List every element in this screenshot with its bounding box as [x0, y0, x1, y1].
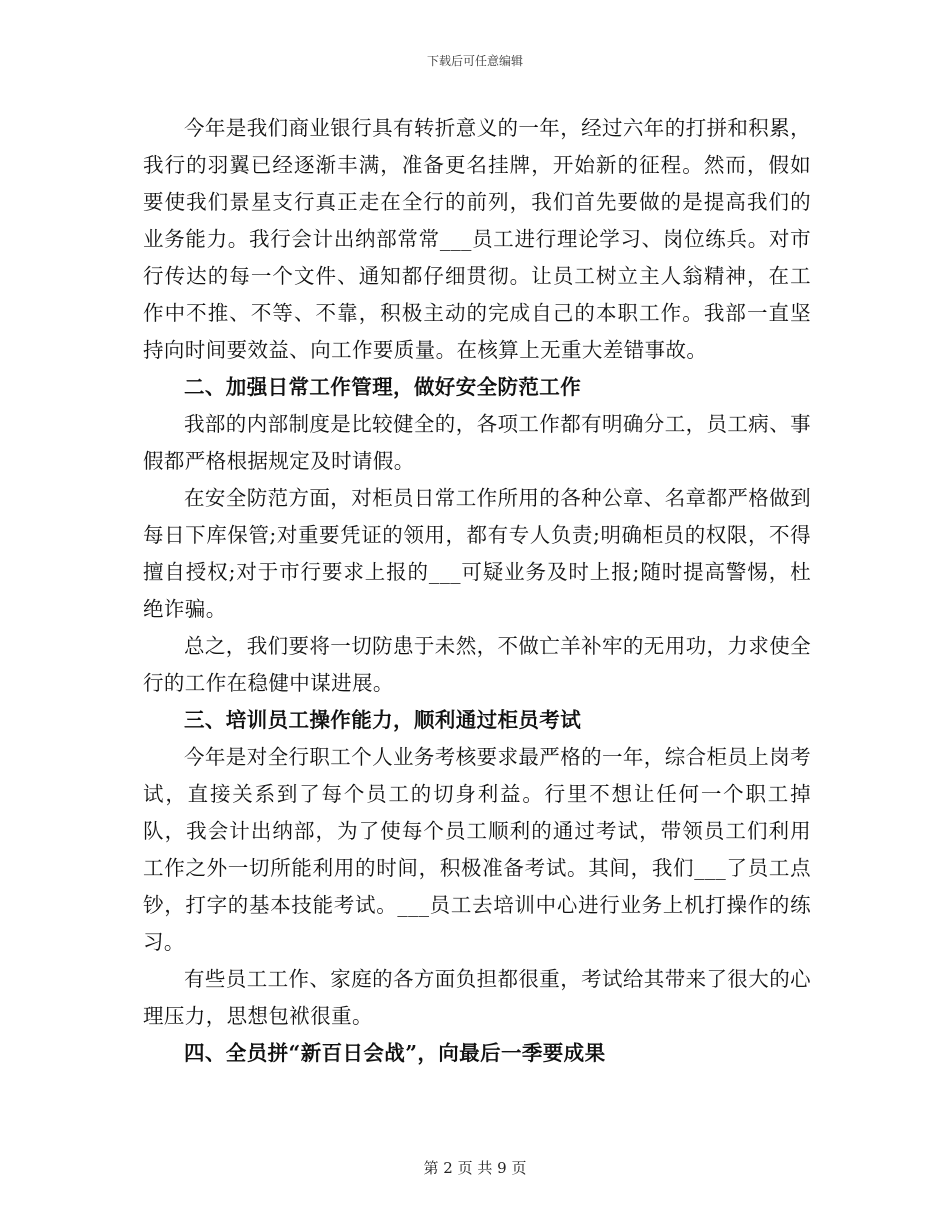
page-footer: 第 2 页 共 9 页	[423, 1159, 527, 1177]
section-heading-3: 三、培训员工操作能力，顺利通过柜员考试	[184, 708, 582, 732]
paragraph-training: 今年是对全行职工个人业务考核要求最严格的一年，综合柜员上岗考试，直接关系到了每个员工的切身利益。行里不想让任何一个职工掉队，我会计出纳部，为了使每个员工顺利的通过考试，带领员工们利用工作之外一切所能利用的时间，积极准备考试。其间，我们___了员工点钞，打字的基本技能考试。___员工去培训中心进行业务上机打操作的练习。	[143, 745, 811, 954]
document-body	[143, 110, 811, 1072]
paragraph-security: 在安全防范方面，对柜员日常工作所用的各种公章、名章都严格做到每日下库保管;对重要凭证的领用，都有专人负责;明确柜员的权限，不得擅自授权;对于市行要求上报的___可疑业务及时上报;随时提高警惕，杜绝诈骗。	[143, 486, 811, 621]
section-heading-4: 四、全员拼“新百日会战”，向最后一季要成果	[184, 1041, 606, 1065]
paragraph-pressure: 有些员工工作、家庭的各方面负担都很重，考试给其带来了很大的心理压力，思想包袱很重。	[143, 967, 811, 1028]
page-header: 下载后可任意编辑	[426, 54, 523, 68]
section-heading-2: 二、加强日常工作管理，做好安全防范工作	[184, 375, 582, 399]
paragraph-internal-rules: 我部的内部制度是比较健全的，各项工作都有明确分工，员工病、事假都严格根据规定及时请假。	[143, 412, 811, 473]
paragraph-intro: 今年是我们商业银行具有转折意义的一年，经过六年的打拼和积累，我行的羽翼已经逐渐丰满，准备更名挂牌，开始新的征程。然而，假如要使我们景星支行真正走在全行的前列，我们首先要做的是提高我们的业务能力。我行会计出纳部常常___员工进行理论学习、岗位练兵。对市行传达的每一个文件、通知都仔细贯彻。让员工树立主人翁精神，在工作中不推、不等、不靠，积极主动的完成自己的本职工作。我部一直坚持向时间要效益、向工作要质量。在核算上无重大差错事故。	[143, 116, 811, 362]
paragraph-summary: 总之，我们要将一切防患于未然，不做亡羊补牢的无用功，力求使全行的工作在稳健中谋进展。	[143, 634, 811, 695]
